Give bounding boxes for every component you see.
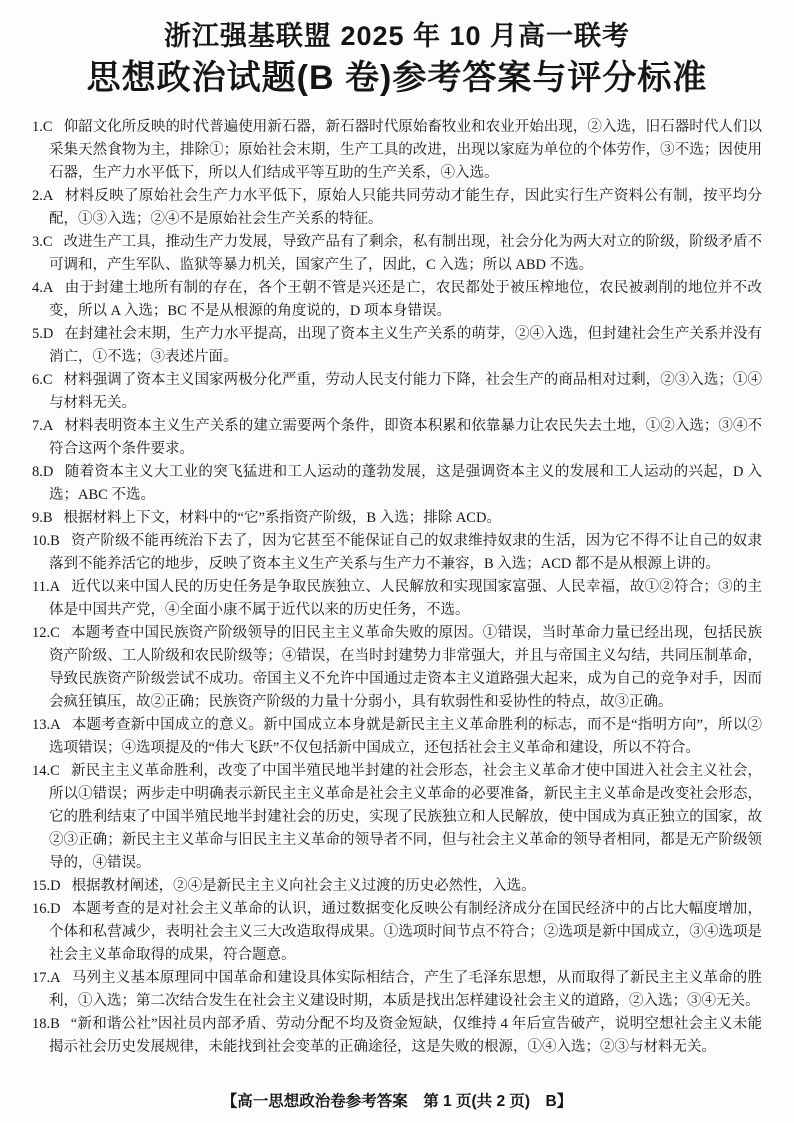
question-answer-label: 17.A [32, 970, 61, 986]
answer-item [32, 185, 762, 231]
answer-explanation: 本题考查新中国成立的意义。新中国成立本身就是新民主主义革命胜利的标志，而不是“指明方向”，所以②选项错误；④选项提及的“伟大飞跃”不仅包括新中国成立，还包括社会主义革命和建设，所以不符合。 [49, 717, 762, 756]
answer-item [32, 875, 762, 898]
question-answer-label: 5.D [32, 326, 54, 342]
answer-item [32, 323, 762, 369]
question-answer-label: 8.D [32, 464, 54, 480]
question-answer-label: 13.A [32, 717, 61, 733]
answer-item [32, 415, 762, 461]
answer-explanation: 材料反映了原始社会生产力水平低下，原始人只能共同劳动才能生存，因此实行生产资料公有制，按平均分配，①③入选；②④不是原始社会生产关系的特征。 [49, 188, 762, 227]
question-answer-label: 6.C [32, 372, 53, 388]
answer-item [32, 116, 762, 185]
question-answer-label: 16.D [32, 901, 61, 917]
answer-explanation: “新和谐公社”因社员内部矛盾、劳动分配不均及资金短缺，仅维持 4 年后宣告破产，说明空想社会主义未能揭示社会历史发展规律，未能找到社会变革的正确途径，这是失败的根源，①④入选；②③与材料无关。 [49, 1016, 762, 1055]
answer-item [32, 622, 762, 714]
answer-item [32, 760, 762, 875]
answer-item [32, 530, 762, 576]
answer-explanation: 材料表明资本主义生产关系的建立需要两个条件，即资本积累和依靠暴力让农民失去土地，①②入选；③④不符合这两个条件要求。 [49, 418, 762, 457]
answer-explanation: 本题考查中国民族资产阶级领导的旧民主主义革命失败的原因。①错误，当时革命力量已经出现，包括民族资产阶级、工人阶级和农民阶级等；④错误，在当时封建势力非常强大，并且与帝国主义勾结，共同压制革命，导致民族资产阶级尝试不成功。帝国主义不允许中国通过走资本主义道路强大起来，成为自己的竞争对手，因而会疯狂镇压，故②正确；民族资产阶级的力量十分弱小，具有软弱性和妥协性的特点，故③正确。 [49, 625, 762, 710]
answer-explanation: 由于封建土地所有制的存在，各个王朝不管是兴还是亡，农民都处于被压榨地位，农民被剥削的地位并不改变，所以 A 入选；BC 不是从根源的角度说的，D 项本身错误。 [49, 280, 762, 319]
paper-subtitle: 思想政治试题(B 卷)参考答案与评分标准 [86, 59, 708, 97]
question-answer-label: 10.B [32, 533, 60, 549]
answer-explanation: 随着资本主义大工业的突飞猛进和工人运动的蓬勃发展，这是强调资本主义的发展和工人运动的兴起，D 入选；ABC 不选。 [49, 464, 762, 503]
question-answer-label: 14.C [32, 763, 60, 779]
answer-item [32, 369, 762, 415]
question-answer-label: 9.B [32, 510, 53, 526]
question-answer-label: 3.C [32, 234, 53, 250]
question-answer-label: 2.A [32, 188, 54, 204]
answer-explanation: 材料强调了资本主义国家两极分化严重，劳动人民支付能力下降，社会生产的商品相对过剩，②③入选；①④与材料无关。 [49, 372, 762, 411]
question-answer-label: 15.D [32, 878, 61, 894]
answer-explanation: 仰韶文化所反映的时代普遍使用新石器，新石器时代原始畜牧业和农业开始出现，②入选，旧石器时代人们以采集天然食物为主，排除①；原始社会末期，生产工具的改进，出现以家庭为单位的个体劳作，③不选；因使用石器，生产力水平低下，所以人们结成平等互助的生产关系，④入选。 [49, 119, 762, 181]
answer-explanation: 根据材料上下文，材料中的“它”系指资产阶级，B 入选；排除 ACD。 [63, 510, 501, 526]
answer-item [32, 714, 762, 760]
answer-item [32, 461, 762, 507]
answer-explanation: 改进生产工具，推动生产力发展，导致产品有了剩余，私有制出现，社会分化为两大对立的阶级，阶级矛盾不可调和，产生军队、监狱等暴力机关，国家产生了，因此，C 入选；所以 ABD 不选。 [49, 234, 762, 273]
answer-item [32, 967, 762, 1013]
question-answer-label: 12.C [32, 625, 60, 641]
answer-item [32, 231, 762, 277]
answer-item [32, 576, 762, 622]
exam-title: 浙江强基联盟 2025 年 10 月高一联考 [163, 21, 631, 51]
answer-item [32, 898, 762, 967]
answer-explanation: 新民主主义革命胜利，改变了中国半殖民地半封建的社会形态，社会主义革命才使中国进入社会主义社会，所以①错误；两步走中明确表示新民主主义革命是社会主义革命的必要准备，新民主主义革命是改变社会形态，它的胜利结束了中国半殖民地半封建社会的历史，实现了民族独立和人民解放，使中国成为真正独立的国家，故②③正确；新民主主义革命与旧民主主义革命的领导者不同，但与社会主义革命的领导者相同，都是无产阶级领导的，④错误。 [49, 763, 762, 871]
answer-explanation: 资产阶级不能再统治下去了，因为它甚至不能保证自己的奴隶维持奴隶的生活，因为它不得不让自己的奴隶落到不能养活它的地步，反映了资本主义生产关系与生产力不兼容，B 入选；ACD 都不是从根源上讲的。 [49, 533, 762, 572]
answer-item [32, 1013, 762, 1059]
answer-list [32, 116, 762, 1059]
answer-explanation: 马列主义基本原理同中国革命和建设具体实际相结合，产生了毛泽东思想，从而取得了新民主主义革命的胜利，①入选；第二次结合发生在社会主义建设时期，本质是找出怎样建设社会主义的道路，②入选；③④无关。 [49, 970, 762, 1009]
page-footer: 【高一思想政治卷参考答案 第 1 页(共 2 页) B】 [221, 1093, 573, 1110]
answer-item [32, 277, 762, 323]
answer-explanation: 本题考查的是对社会主义革命的认识，通过数据变化反映公有制经济成分在国民经济中的占比大幅度增加，个体和私营减少，表明社会主义三大改造取得成果。①选项时间节点不符合；②选项是新中国成立，③④选项是社会主义革命取得的成果，符合题意。 [49, 901, 762, 963]
question-answer-label: 1.C [32, 119, 53, 135]
answer-explanation: 近代以来中国人民的历史任务是争取民族独立、人民解放和实现国家富强、人民幸福，故①②符合；③的主体是中国共产党，④全面小康不属于近代以来的历史任务，不选。 [49, 579, 762, 618]
answer-explanation: 根据教材阐述，②④是新民主主义向社会主义过渡的历史必然性，入选。 [71, 878, 536, 894]
question-answer-label: 18.B [32, 1016, 60, 1032]
answer-item [32, 507, 762, 530]
answer-explanation: 在封建社会末期，生产力水平提高，出现了资本主义生产关系的萌芽，②④入选，但封建社会生产关系并没有消亡，①不选；③表述片面。 [49, 326, 762, 365]
question-answer-label: 4.A [32, 280, 54, 296]
question-answer-label: 7.A [32, 418, 54, 434]
question-answer-label: 11.A [32, 579, 61, 595]
